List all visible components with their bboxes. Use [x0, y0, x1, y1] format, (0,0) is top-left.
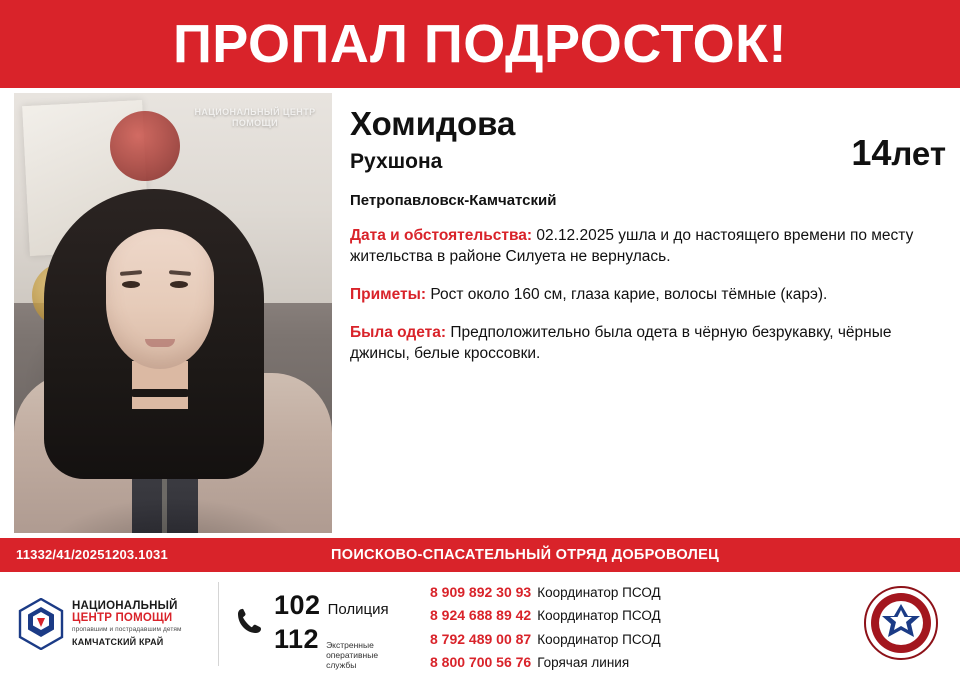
ncp-line-2: ЦЕНТР ПОМОЩИ: [72, 612, 173, 625]
case-number: 11332/41/20251203.1031: [16, 547, 168, 562]
person-firstname: Рухшона: [350, 150, 443, 174]
squad-name: ПОИСКОВО-СПАСАТЕЛЬНЫЙ ОТРЯД ДОБРОВОЛЕЦ: [331, 547, 719, 563]
emergency-label-102: Полиция: [327, 601, 389, 618]
ncp-logo-text: [72, 600, 182, 647]
detail-appearance: [350, 285, 946, 306]
contact-number[interactable]: 8 800 700 56 76: [430, 653, 532, 670]
person-surname: Хомидова: [350, 105, 516, 142]
case-strip: [0, 538, 960, 572]
person-city: Петропавловск-Камчатский: [350, 192, 557, 210]
ncp-logo: [18, 584, 214, 664]
ncp-line-1: НАЦИОНАЛЬНЫЙ: [72, 600, 178, 613]
page-title: ПРОПАЛ ПОДРОСТОК!: [172, 14, 788, 74]
contact-role: Координатор ПСОД: [537, 608, 661, 624]
poster-footer: [0, 572, 960, 676]
detail-circumstances-label: Дата и обстоятельства:: [350, 227, 533, 245]
emergency-numbers: [236, 590, 416, 671]
poster-body: [0, 88, 960, 538]
detail-clothing-label: Была одета:: [350, 324, 447, 342]
person-age-unit: лет: [891, 135, 946, 172]
photo-background-decor-1: [110, 111, 180, 181]
ncp-line-4: КАМЧАТСКИЙ КРАЙ: [72, 637, 164, 648]
contact-row: [430, 582, 830, 603]
contact-row: [430, 605, 830, 626]
photo-mouth: [145, 339, 175, 347]
contact-row: [430, 652, 830, 673]
emergency-row-112: [274, 624, 390, 670]
phone-icon: [236, 606, 264, 636]
person-age-number: 14: [851, 132, 892, 173]
detail-appearance-label: Приметы:: [350, 286, 427, 304]
person-photo: [14, 93, 332, 533]
contact-list: [430, 582, 830, 675]
poster-header: [0, 0, 960, 88]
contact-row: [430, 629, 830, 650]
contact-number[interactable]: 8 909 892 30 93: [430, 584, 532, 600]
ncp-logo-icon: [18, 598, 64, 650]
ncp-line-3: пропавшим и пострадавшим детям: [72, 626, 182, 634]
detail-clothing: [350, 323, 946, 365]
contact-role: Горячая линия: [537, 654, 630, 670]
photo-vignette: [14, 373, 332, 533]
detail-circumstances: [350, 226, 946, 268]
emergency-label-112: Экстренные оперативные службы: [326, 640, 379, 671]
pso-emblem-icon: [864, 586, 938, 660]
photo-face: [106, 229, 214, 369]
emergency-number-102: 102: [274, 590, 321, 620]
emergency-row-102: [274, 590, 389, 621]
photo-eye-right: [170, 281, 188, 288]
emergency-number-112: 112: [274, 624, 320, 654]
contact-number[interactable]: 8 792 489 00 87: [430, 630, 532, 647]
contact-number[interactable]: 8 924 688 89 42: [430, 607, 532, 624]
detail-circumstances-text: 02.12.2025 ушла и до настоящего времени по месту жительства в районе Силуета не вернулась.: [350, 227, 914, 266]
detail-clothing-text: Предположительно была одета в чёрную безрукавку, чёрные джинсы, белые кроссовки.: [350, 324, 892, 362]
photo-watermark: НАЦИОНАЛЬНЫЙ ЦЕНТР ПОМОЩИ: [194, 107, 316, 129]
footer-divider: [218, 582, 219, 666]
photo-eye-left: [122, 281, 140, 288]
contact-role: Координатор ПСОД: [537, 631, 661, 647]
person-info: [350, 100, 946, 530]
person-age: [851, 132, 946, 174]
photo-image: [14, 93, 332, 533]
detail-appearance-text: Рост около 160 см, глаза карие, волосы тёмные (карэ).: [430, 286, 828, 304]
contact-role: Координатор ПСОД: [537, 585, 661, 600]
